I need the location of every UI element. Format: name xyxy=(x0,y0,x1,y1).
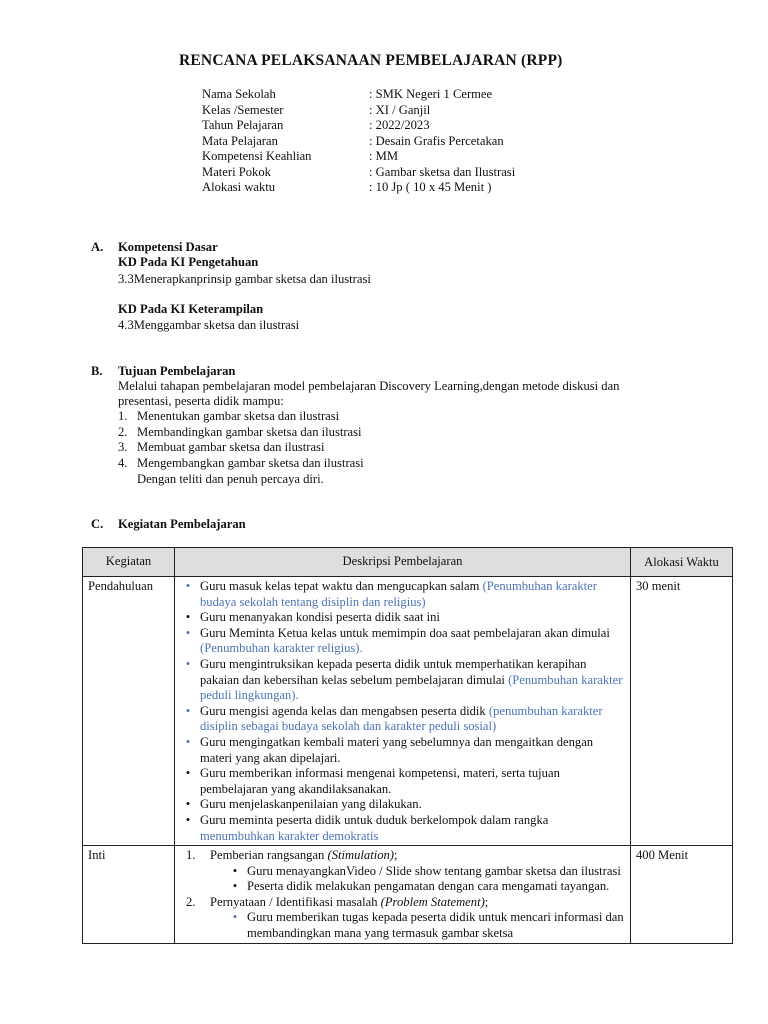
bullet-icon: • xyxy=(185,610,191,625)
tujuan-item-text: Membandingkan gambar sketsa dan ilustrasi xyxy=(137,424,362,439)
cell-pendahuluan-label: Pendahuluan xyxy=(83,577,175,846)
section-c-letter: C. xyxy=(91,517,104,531)
bullet-icon: • xyxy=(185,656,191,671)
list-item xyxy=(232,863,625,880)
section-b-heading: Tujuan Pembelajaran xyxy=(118,364,236,378)
list-item xyxy=(185,656,625,704)
step-title: Pemberian rangsangan xyxy=(210,848,328,863)
step-title-tail: ; xyxy=(484,894,489,909)
tujuan-item-number: 3. xyxy=(118,440,128,454)
list-item xyxy=(185,812,625,844)
item-text: Guru memberikan tugas kepada peserta didik untuk mencari informasi dan membandingkan mana yang termasuk gambar sketsa xyxy=(247,910,624,941)
tujuan-item-number: 4. xyxy=(118,455,128,470)
step-number: 1. xyxy=(186,848,196,863)
table-row-pendahuluan xyxy=(83,577,733,846)
item-text: Guru menayangkanVideo / Slide show tentang gambar sketsa dan ilustrasi xyxy=(247,863,621,878)
section-b-letter: B. xyxy=(91,364,103,378)
bullet-icon: • xyxy=(185,797,191,812)
table-header-row xyxy=(83,548,733,577)
identity-value: : 2022/2023 xyxy=(369,118,430,132)
list-item xyxy=(185,734,625,766)
item-text: Guru Meminta Ketua kelas untuk memimpin doa saat pembelajaran akan dimulai xyxy=(200,625,610,640)
identity-label: Kompetensi Keahlian xyxy=(202,149,312,163)
cell-inti-time: 400 Menit xyxy=(631,846,733,944)
bullet-icon: • xyxy=(185,734,191,749)
list-item xyxy=(185,625,625,657)
item-text: Guru menanyakan kondisi peserta didik saat ini xyxy=(200,610,440,625)
item-text: Guru mengingatkan kembali materi yang sebelumnya dan mengaitkan dengan materi yang akan dipelajari. xyxy=(200,734,594,765)
cell-inti-label: Inti xyxy=(83,846,175,944)
item-text: Peserta didik melakukan pengamatan dengan cara mengamati tayangan. xyxy=(247,879,610,894)
step-bullets xyxy=(210,910,625,941)
identity-value: : 10 Jp ( 10 x 45 Menit ) xyxy=(369,180,492,194)
section-c-heading: Kegiatan Pembelajaran xyxy=(118,517,246,531)
identity-label: Nama Sekolah xyxy=(202,87,276,101)
kd-pengetahuan-heading: KD Pada KI Pengetahuan xyxy=(118,255,259,269)
list-item xyxy=(185,579,625,610)
character-note: (Penumbuhan karakter budaya sekolah tentang disiplin dan religius) xyxy=(200,579,597,609)
identity-label: Materi Pokok xyxy=(202,164,271,179)
identity-value: : XI / Ganjil xyxy=(369,102,431,117)
list-item xyxy=(232,879,625,895)
item-text: Guru mengisi agenda kelas dan mengabsen peserta didik xyxy=(200,703,489,718)
character-note: (Penumbuhan karakter religius). xyxy=(200,641,363,656)
tujuan-intro-line1: Melalui tahapan pembelajaran model pembelajaran Discovery Learning,dengan metode diskusi dan xyxy=(118,379,620,393)
tujuan-item-text: Menentukan gambar sketsa dan ilustrasi xyxy=(137,409,340,423)
list-item xyxy=(185,797,625,813)
identity-label: Alokasi waktu xyxy=(202,180,276,194)
tujuan-closing: Dengan teliti dan penuh percaya diri. xyxy=(137,472,324,486)
list-item xyxy=(185,703,625,735)
tujuan-item-number: 2. xyxy=(118,424,128,439)
bullet-icon: • xyxy=(185,766,191,781)
step-title-tail: ; xyxy=(393,848,398,863)
inti-step xyxy=(186,894,625,942)
tujuan-item-text: Membuat gambar sketsa dan ilustrasi xyxy=(137,440,325,454)
cell-pendahuluan-time: 30 menit xyxy=(631,577,733,846)
bullet-icon: • xyxy=(185,703,191,718)
identity-value: : Desain Grafis Percetakan xyxy=(369,133,504,148)
kd-keterampilan-heading: KD Pada KI Keterampilan xyxy=(118,302,264,316)
header-kegiatan: Kegiatan xyxy=(83,548,175,577)
section-a-heading: Kompetensi Dasar xyxy=(118,240,218,254)
item-text: Guru menjelaskanpenilaian yang dilakukan. xyxy=(200,797,422,812)
character-note: (Penumbuhan karakter peduli lingkungan). xyxy=(200,672,623,703)
step-number: 2. xyxy=(186,894,196,909)
identity-label: Mata Pelajaran xyxy=(202,133,278,148)
table-row-inti xyxy=(83,846,733,944)
bullet-icon: • xyxy=(185,625,191,640)
identity-label: Kelas /Semester xyxy=(202,102,284,117)
header-deskripsi: Deskripsi Pembelajaran xyxy=(175,548,631,577)
step-title-italic: (Problem Statement) xyxy=(380,894,485,909)
bullet-icon: • xyxy=(232,910,238,925)
character-note: (penumbuhan karakter disiplin sebagai budaya sekolah dan karakter peduli sosial) xyxy=(200,703,603,734)
bullet-icon: • xyxy=(232,879,238,894)
character-note: menumbuhkan karakter demokratis xyxy=(200,828,379,843)
bullet-icon: • xyxy=(185,812,191,827)
step-title-italic: (Stimulation) xyxy=(327,848,394,863)
item-text: Guru meminta peserta didik untuk duduk berkelompok dalam rangka xyxy=(200,812,549,827)
header-alokasi: Alokasi Waktu xyxy=(631,548,733,577)
step-bullets xyxy=(210,864,625,895)
item-text: Guru masuk kelas tepat waktu dan mengucapkan salam xyxy=(200,579,483,593)
tujuan-item-number: 1. xyxy=(118,409,128,423)
tujuan-item-text: Mengembangkan gambar sketsa dan ilustrasi xyxy=(137,455,364,470)
tujuan-intro-line2: presentasi, peserta didik mampu: xyxy=(118,394,284,408)
section-a-letter: A. xyxy=(91,240,104,254)
kd-keterampilan-text: 4.3Menggambar sketsa dan ilustrasi xyxy=(118,318,300,332)
identity-label: Tahun Pelajaran xyxy=(202,118,284,132)
list-item xyxy=(185,610,625,626)
cell-inti-desc xyxy=(175,846,631,944)
identity-value: : Gambar sketsa dan Ilustrasi xyxy=(369,164,516,179)
identity-value: : MM xyxy=(369,149,399,163)
page-title: RENCANA PELAKSANAAN PEMBELAJARAN (RPP) xyxy=(179,52,563,69)
kd-pengetahuan-text: 3.3Menerapkanprinsip gambar sketsa dan ilustrasi xyxy=(118,272,371,286)
bullet-icon: • xyxy=(232,863,238,878)
item-text: Guru mengintruksikan kepada peserta didik untuk memperhatikan kerapihan pakaian dan kebersihan kelas sebelum pembelajaran dimulai xyxy=(200,656,587,687)
cell-pendahuluan-desc xyxy=(175,577,631,846)
bullet-icon: • xyxy=(185,579,191,593)
inti-step xyxy=(186,848,625,895)
step-title: Pernyataan / Identifikasi masalah xyxy=(210,894,381,909)
identity-value: : SMK Negeri 1 Cermee xyxy=(369,87,493,101)
list-item xyxy=(232,910,625,941)
list-item xyxy=(185,766,625,797)
item-text: Guru memberikan informasi mengenai kompetensi, materi, serta tujuan pembelajaran yang akandilaksanakan. xyxy=(200,766,560,796)
kegiatan-table xyxy=(82,547,733,944)
